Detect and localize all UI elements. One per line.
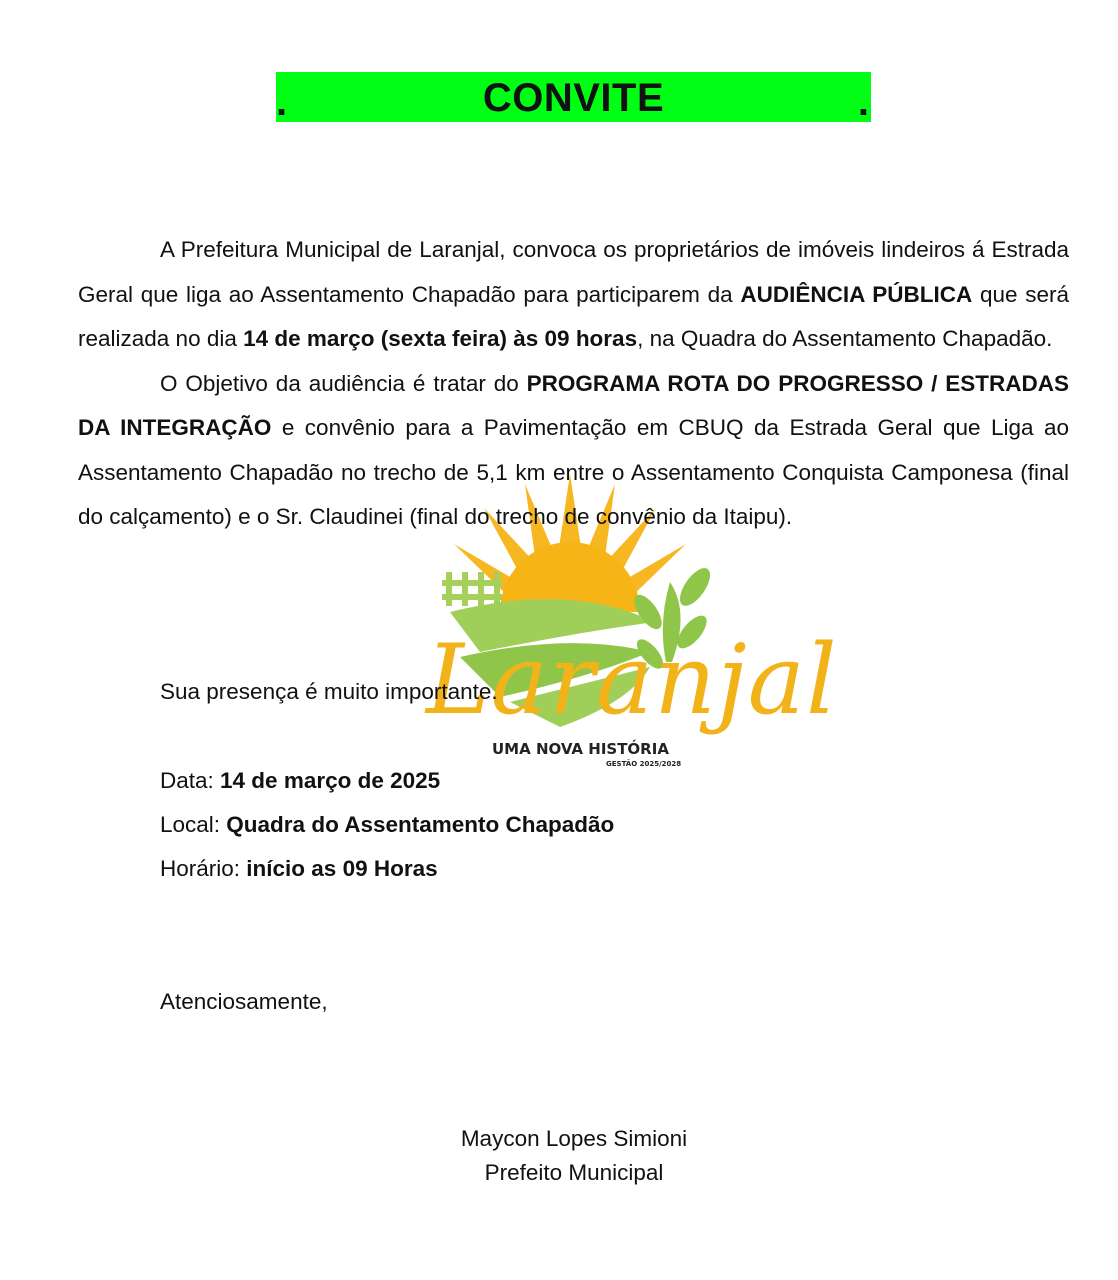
- paragraph-convocation: [78, 228, 1069, 362]
- paragraph-objective: [78, 362, 1069, 540]
- title-left-mark: .: [276, 80, 288, 124]
- event-date: [160, 766, 440, 796]
- logo-tagline: UMA NOVA HISTÓRIA: [492, 740, 669, 758]
- paragraph-text: que será realizada no dia: [78, 281, 1069, 351]
- signatory-name: Maycon Lopes Simioni: [460, 1126, 688, 1151]
- paragraph-text: A Prefeitura Municipal de Laranjal, convoca os proprietários de imóveis lindeiros á Estrada Geral que liga ao Assentamento Chapadão para participarem da: [78, 237, 1069, 307]
- emphasis-text: PROGRAMA ROTA DO PROGRESSO / ESTRADAS DA INTEGRAÇÃO: [78, 370, 1069, 440]
- place-value: Quadra do Assentamento Chapadão: [226, 812, 615, 837]
- time-value: início as 09 Horas: [246, 856, 438, 881]
- presence-note: Sua presença é muito importante.: [160, 679, 498, 704]
- emphasis-text: 14 de março (sexta feira) às 09 horas: [243, 326, 638, 351]
- title-right-mark: .: [857, 80, 869, 124]
- event-time: [160, 854, 438, 884]
- document-title: CONVITE: [482, 76, 665, 120]
- logo-wordmark: Laranjal: [426, 624, 838, 736]
- signatory-role: Prefeito Municipal: [484, 1160, 664, 1185]
- paragraph-text: e convênio para a Pavimentação em CBUQ da Estrada Geral que Liga ao Assentamento Chapadão no trecho de 5,1 km entre o Assentamento Conquista Camponesa (final do calçamento) e o Sr. Claudinei (final do trecho de convênio da Itaipu).: [78, 415, 1069, 529]
- time-label: Horário:: [160, 856, 247, 881]
- emphasis-text: AUDIÊNCIA PÚBLICA: [740, 281, 973, 307]
- place-label: Local:: [160, 812, 227, 837]
- closing-salutation: Atenciosamente,: [160, 989, 328, 1014]
- invitation-body: [78, 228, 1069, 540]
- event-place: [160, 810, 614, 840]
- date-label: Data:: [160, 768, 221, 793]
- signature-block: [374, 1122, 774, 1190]
- title-highlight: [276, 72, 871, 122]
- paragraph-text: O Objetivo da audiência é tratar do: [160, 370, 527, 396]
- logo-subtitle: GESTÃO 2025/2028: [606, 760, 682, 768]
- paragraph-text: , na Quadra do Assentamento Chapadão.: [637, 326, 1053, 351]
- date-value: 14 de março de 2025: [220, 768, 441, 793]
